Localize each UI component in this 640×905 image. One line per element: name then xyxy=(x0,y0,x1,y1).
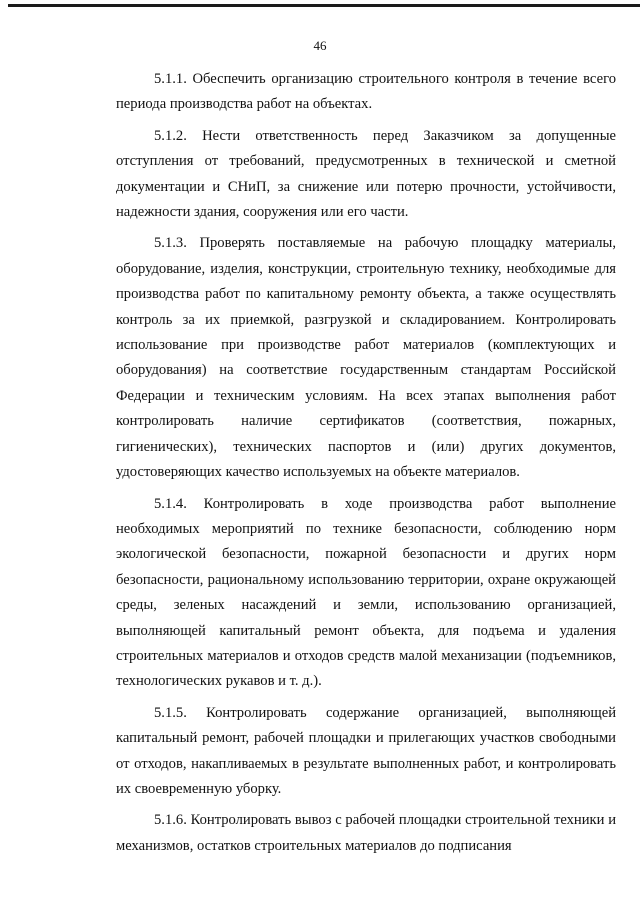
page-number: 46 xyxy=(313,38,327,53)
paragraph-5-1-3: 5.1.3. Проверять поставляемые на рабочую площадку материалы, оборудование, изделия, конструкции, строительную технику, необходимые для производства работ по капитальному ремонту объекта, а также осуществлять контроль за их приемкой, разгрузкой и складированием. Контролировать использование при производстве работ материалов (комплектующих и оборудования) на соответствие государственным стандартам Российской Федерации и техническим условиям. На всех этапах выполнения работ контролировать наличие сертификатов (соответствия, пожарных, гигиенических), технических паспортов и (или) других документов, удостоверяющих качество используемых на объекте материалов. xyxy=(116,235,616,481)
paragraph-5-1-1: 5.1.1. Обеспечить организацию строительного контроля в течение всего периода производства работ на объектах. xyxy=(116,71,616,113)
paragraph-5-1-6: 5.1.6. Контролировать вывоз с рабочей площадки строительной техники и механизмов, остатков строительных материалов до подписания xyxy=(116,812,616,854)
document-body xyxy=(116,67,616,865)
paragraph-5-1-4: 5.1.4. Контролировать в ходе производства работ выполнение необходимых мероприятий по технике безопасности, соблюдению норм экологической безопасности, пожарной безопасности и других норм безопасности, рациональному использованию территории, охране окружающей среды, зеленых насаждений и земли, использованию организацией, выполняющей капитальный ремонт объекта, для подъема и удаления строительных материалов и отходов средств малой механизации (подъемников, технологических рукавов и т. д.). xyxy=(116,495,616,690)
top-border-rule xyxy=(8,4,640,7)
paragraph-5-1-5: 5.1.5. Контролировать содержание организацией, выполняющей капитальный ремонт, рабочей площадки и прилегающих участков свободными от отходов, накапливаемых в результате выполненных работ, и контролировать их своевременную уборку. xyxy=(116,704,616,797)
paragraph-5-1-2: 5.1.2. Нести ответственность перед Заказчиком за допущенные отступления от требований, предусмотренных в технической и сметной документации и СНиП, за снижение или потерю прочности, устойчивости, надежности здания, сооружения или его части. xyxy=(116,127,616,221)
